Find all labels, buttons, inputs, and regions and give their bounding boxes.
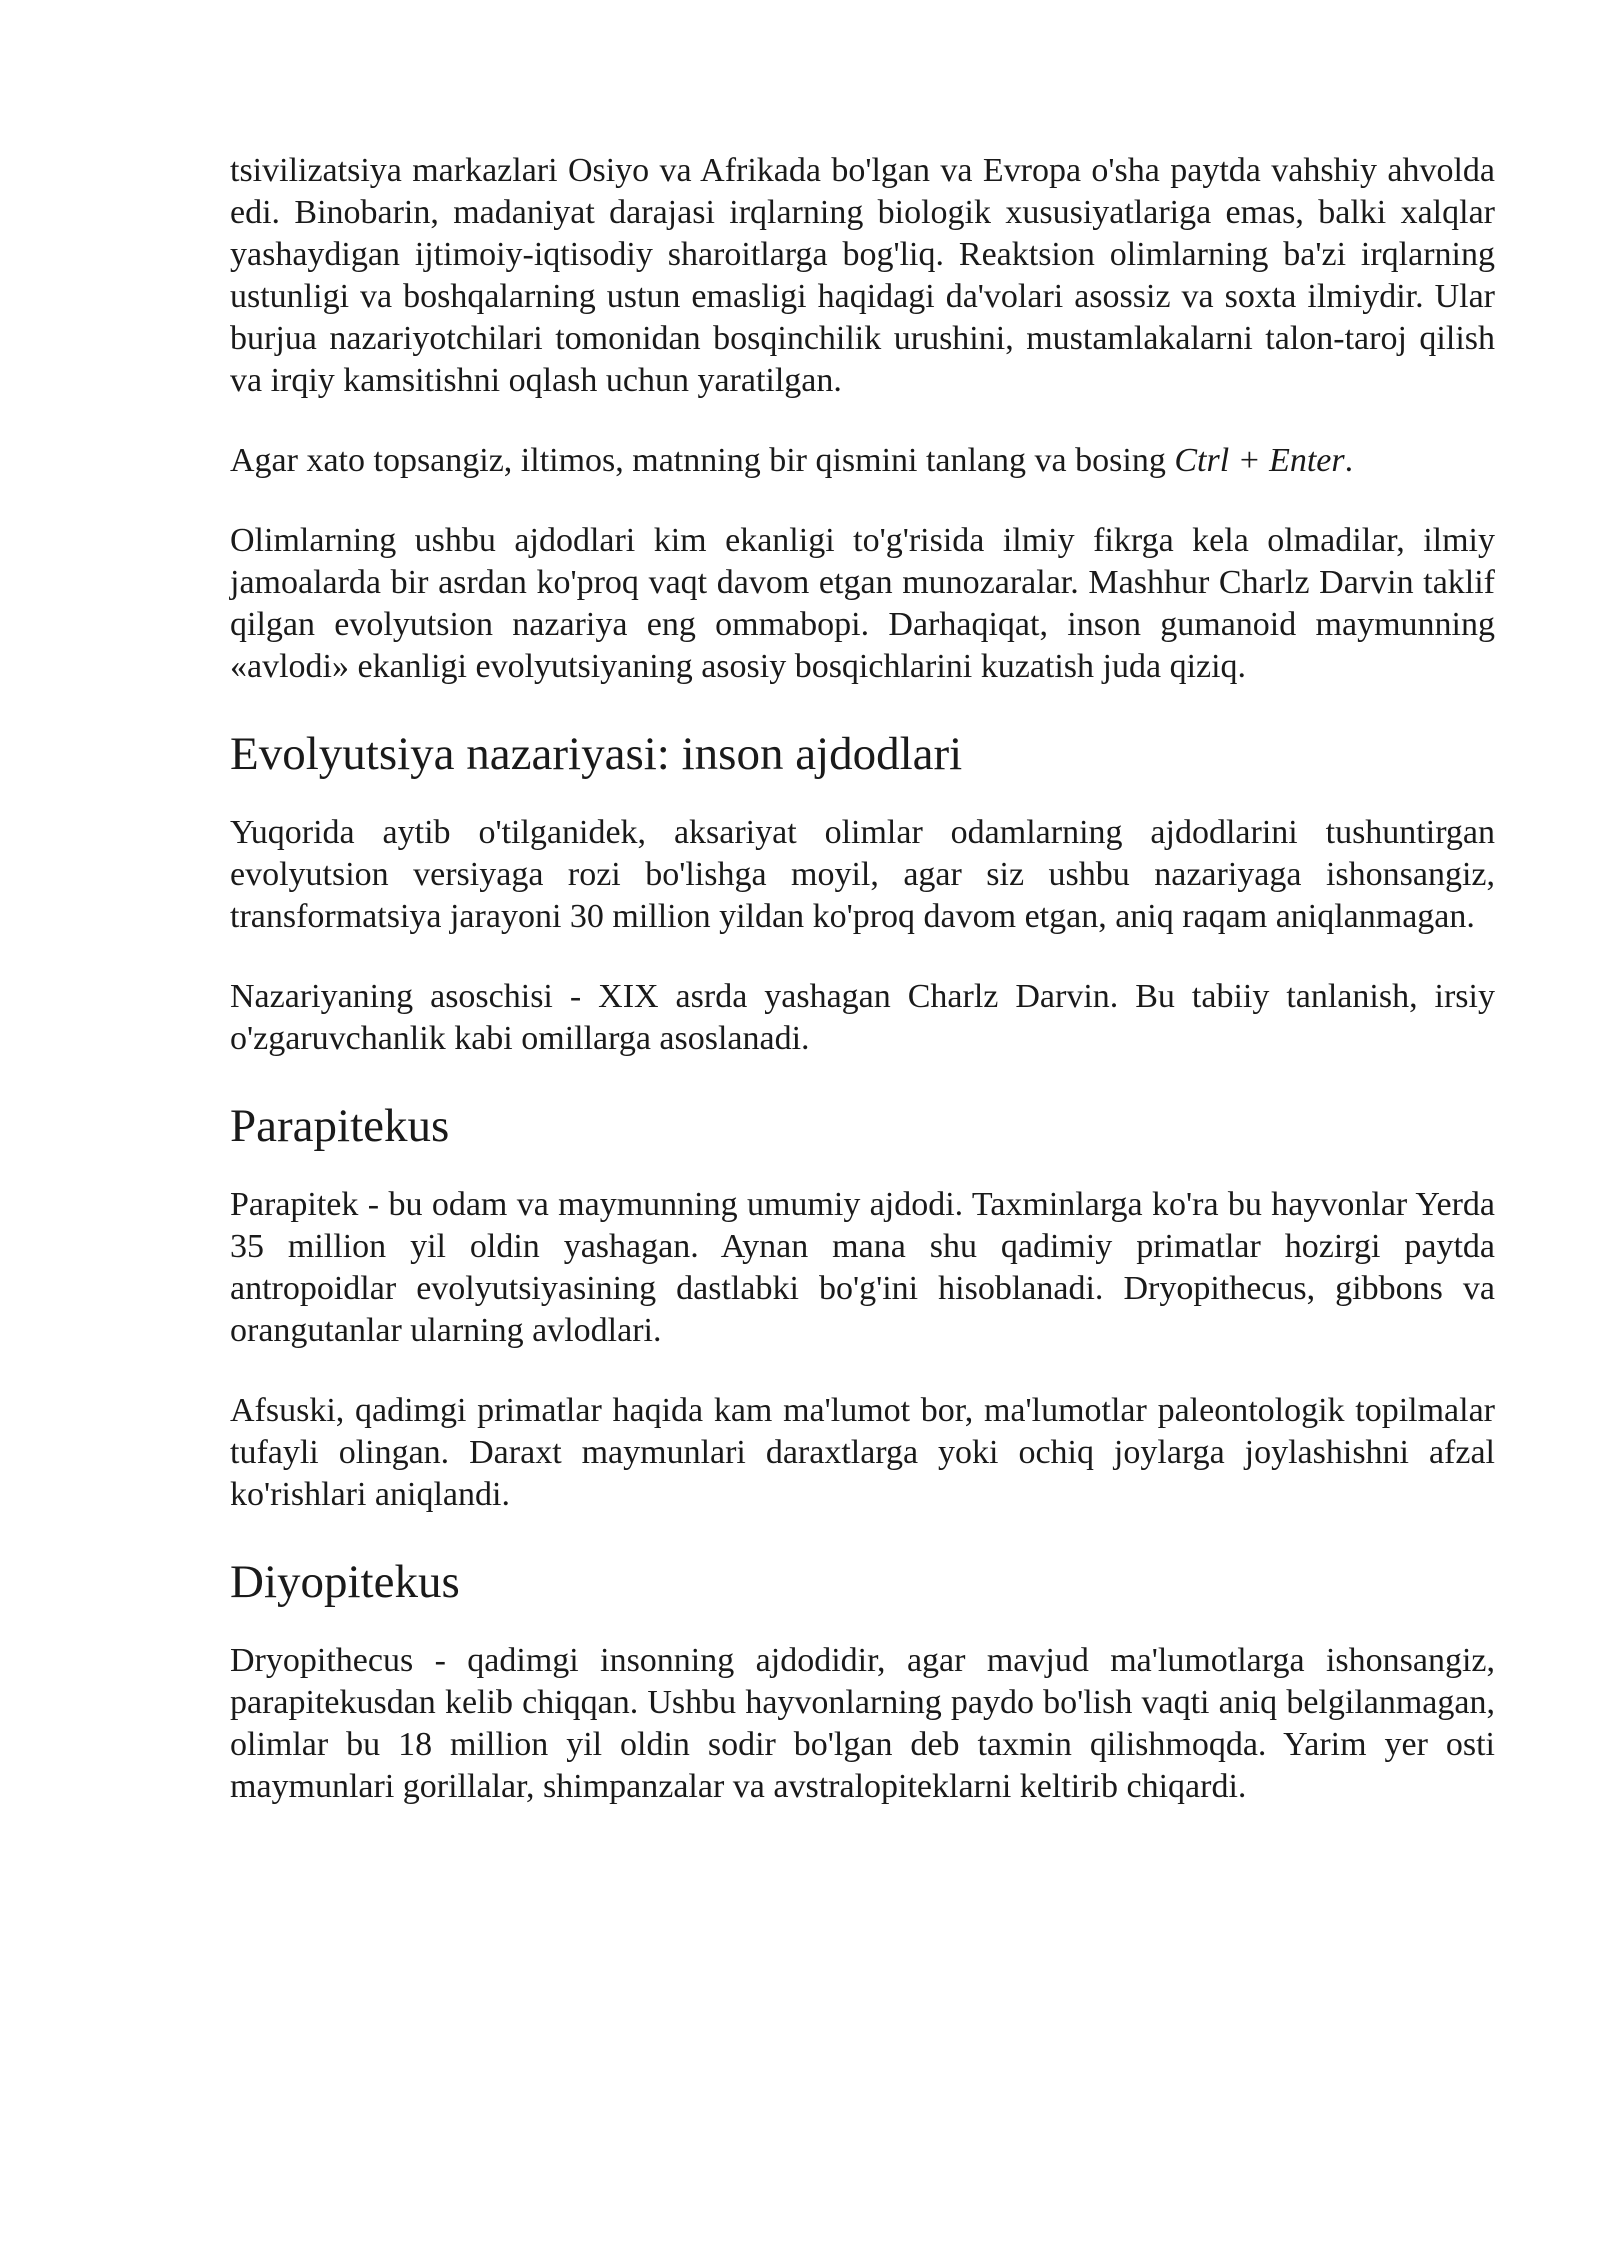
paragraph-primates-info: Afsuski, qadimgi primatlar haqida kam ma'lumot bor, ma'lumotlar paleontologik topilmalar tufayli olingan. Daraxt maymunlari daraxtlarga yoki ochiq joylarga joylashishni afzal ko'rishlari aniqlandi. xyxy=(230,1392,1495,1513)
error-report-text: Agar xato topsangiz, iltimos, matnning bir qismini tanlang va bosing xyxy=(230,442,1175,479)
document-page xyxy=(230,150,1495,1846)
keyboard-shortcut: Ctrl + Enter xyxy=(1174,442,1345,479)
paragraph-error-report xyxy=(230,440,1495,482)
error-report-period: . xyxy=(1344,442,1354,479)
paragraph-evolution-version: Yuqorida aytib o'tilganidek, aksariyat olimlar odamlarning ajdodlarini tushuntirgan evolyutsion versiyaga rozi bo'lishga moyil, agar siz ushbu nazariyaga ishonsangiz, transformatsiya jarayoni 30 million yildan ko'proq davom etgan, aniq raqam aniqlanmagan. xyxy=(230,814,1495,935)
paragraph-civilization: tsivilizatsiya markazlari Osiyo va Afrikada bo'lgan va Evropa o'sha paytda vahshiy ahvolda edi. Binobarin, madaniyat darajasi irqlarning biologik xususiyatlariga emas, balki xalqlar yashaydigan ijtimoiy-iqtisodiy sharoitlarga bog'liq. Reaktsion olimlarning ba'zi irqlarning ustunligi va boshqalarning ustun emasligi haqidagi da'volari asossiz va soxta ilmiydir. Ular burjua nazariyotchilari tomonidan bosqinchilik urushini, mustamlakalarni talon-taroj qilish va irqiy kamsitishni oqlash uchun yaratilgan. xyxy=(230,152,1495,399)
paragraph-dryopithecus: Dryopithecus - qadimgi insonning ajdodidir, agar mavjud ma'lumotlarga ishonsangiz, parapitekusdan kelib chiqqan. Ushbu hayvonlarning paydo bo'lish vaqti aniq belgilanmagan, olimlar bu 18 million yil oldin sodir bo'lgan deb taxmin qilishmoqda. Yarim yer osti maymunlari gorillalar, shimpanzalar va avstralopiteklarni keltirib chiqardi. xyxy=(230,1642,1495,1805)
paragraph-ancestors-debate: Olimlarning ushbu ajdodlari kim ekanligi to'g'risida ilmiy fikrga kela olmadilar, ilmiy jamoalarda bir asrdan ko'proq vaqt davom etgan munozaralar. Mashhur Charlz Darvin taklif qilgan evolyutsion nazariya eng ommabopi. Darhaqiqat, inson gumanoid maymunning «avlodi» ekanligi evolyutsiyaning asosiy bosqichlarini kuzatish juda qiziq. xyxy=(230,522,1495,685)
heading-parapitekus: Parapitekus xyxy=(230,1100,450,1152)
heading-diyopitekus: Diyopitekus xyxy=(230,1556,460,1608)
heading-evolution-theory: Evolyutsiya nazariyasi: inson ajdodlari xyxy=(230,728,963,780)
paragraph-parapitek-ancestor: Parapitek - bu odam va maymunning umumiy ajdodi. Taxminlarga ko'ra bu hayvonlar Yerda 35 million yil oldin yashagan. Aynan mana shu qadimiy primatlar hozirgi paytda antropoidlar evolyutsiyasining dastlabki bo'g'ini hisoblanadi. Dryopithecus, gibbons va orangutanlar ularning avlodlari. xyxy=(230,1186,1495,1349)
paragraph-darwin-founder: Nazariyaning asoschisi - XIX asrda yashagan Charlz Darvin. Bu tabiiy tanlanish, irsiy o'zgaruvchanlik kabi omillarga asoslanadi. xyxy=(230,978,1495,1057)
